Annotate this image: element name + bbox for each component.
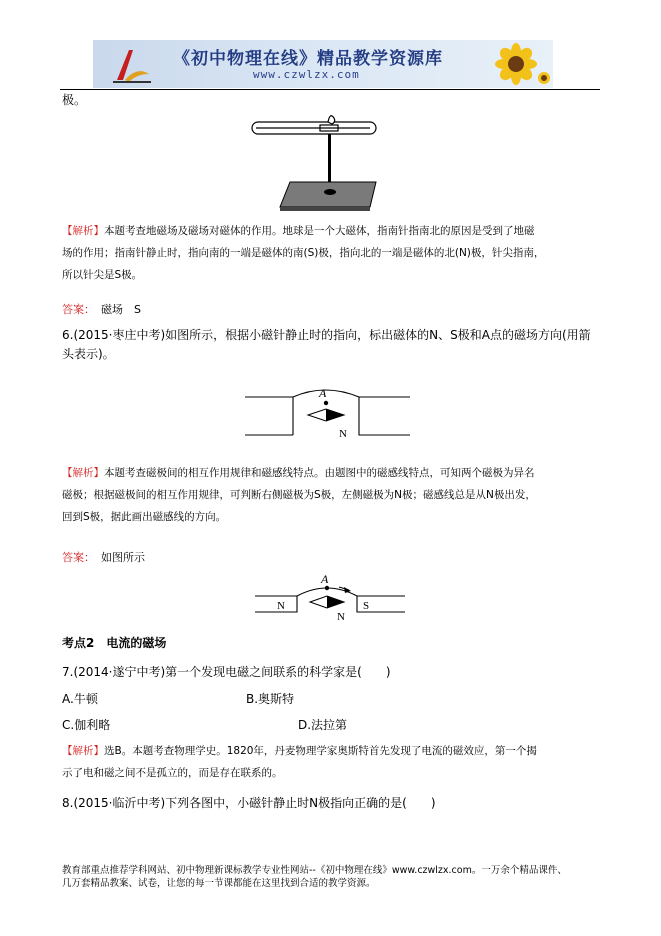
answer-text: 磁场 S — [101, 303, 141, 316]
analysis-line: 场的作用；指南针静止时，指向南的一端是磁体的南(S)极，指向北的一端是磁体的北(N)极，针尖指南， — [62, 247, 545, 259]
label-pole-s: S — [363, 600, 370, 612]
question-6 — [62, 326, 591, 364]
sunflower-image — [478, 42, 553, 88]
header-url[interactable]: www.czwlzx.com — [253, 68, 360, 81]
site-logo — [111, 44, 153, 84]
label-needle-n: N — [339, 428, 347, 440]
analysis-tag: 【解析】 — [62, 745, 104, 757]
analysis-line: 本题考查地磁场及磁场对磁体的作用。地球是一个大磁体，指南针指南北的原因是受到了地磁 — [104, 225, 535, 237]
label-pole-n: N — [277, 600, 285, 612]
header-title: 《初中物理在线》精品教学资源库 — [173, 49, 443, 69]
figure-magnets-q6 — [245, 385, 410, 440]
analysis-6 — [62, 462, 592, 528]
analysis-line: 本题考查磁极间的相互作用规律和磁感线特点。由题图中的磁感线特点，可知两个磁极为异名 — [104, 467, 535, 479]
analysis-line: 示了电和磁之间不是孤立的，而是存在联系的。 — [62, 767, 283, 779]
analysis-7 — [62, 740, 592, 784]
figure-compass-needle — [250, 112, 380, 212]
analysis-line: 回到S极，据此画出磁感线的方向。 — [62, 511, 227, 523]
answer-tag: 答案： — [62, 551, 95, 564]
analysis-line: 选B。本题考查物理学史。1820年，丹麦物理学家奥斯特首先发现了电流的磁效应，第一个揭 — [104, 745, 537, 757]
label-point-a: A — [319, 386, 327, 400]
option-a: A.牛顿 — [62, 692, 98, 706]
section-heading: 考点2 电流的磁场 — [62, 636, 167, 650]
option-c: C.伽利略 — [62, 718, 111, 732]
footer-line: 几万套精品教案、试卷，让您的每一节课都能在这里找到合适的教学资源。 — [62, 878, 376, 889]
header-banner — [93, 40, 553, 88]
question-line: 头表示)。 — [62, 347, 115, 361]
figure-magnets-answer — [255, 572, 405, 622]
question-7-stem: 7.(2014·遂宁中考)第一个发现电磁之间联系的科学家是( ) — [62, 665, 391, 679]
answer-tag: 答案： — [62, 303, 95, 316]
analysis-tag: 【解析】 — [62, 467, 104, 479]
analysis-5 — [62, 220, 592, 286]
text-fragment: 极。 — [62, 93, 87, 107]
footer — [62, 864, 602, 890]
option-d: D.法拉第 — [298, 718, 348, 732]
analysis-tag: 【解析】 — [62, 225, 104, 237]
label-needle-n: N — [337, 611, 345, 623]
option-b: B.奥斯特 — [246, 692, 295, 706]
answer-6 — [62, 550, 145, 565]
footer-line: 教育部重点推荐学科网站、初中物理新课标教学专业性网站--《初中物理在线》www.czwlzx.com。一万余个精品课件、 — [62, 865, 567, 876]
analysis-line: 所以针尖是S极。 — [62, 269, 143, 281]
question-line: 6.(2015·枣庄中考)如图所示，根据小磁针静止时的指向，标出磁体的N、S极和A点的磁场方向(用箭 — [62, 328, 591, 342]
question-8-stem: 8.(2015·临沂中考)下列各图中，小磁针静止时N极指向正确的是( ) — [62, 796, 436, 810]
header-rule — [60, 89, 600, 90]
answer-text: 如图所示 — [101, 551, 145, 564]
label-point-a: A — [321, 572, 329, 586]
analysis-line: 磁极；根据磁极间的相互作用规律，可判断右侧磁极为S极，左侧磁极为N极；磁感线总是从N极出发， — [62, 489, 536, 501]
answer-5 — [62, 302, 141, 317]
